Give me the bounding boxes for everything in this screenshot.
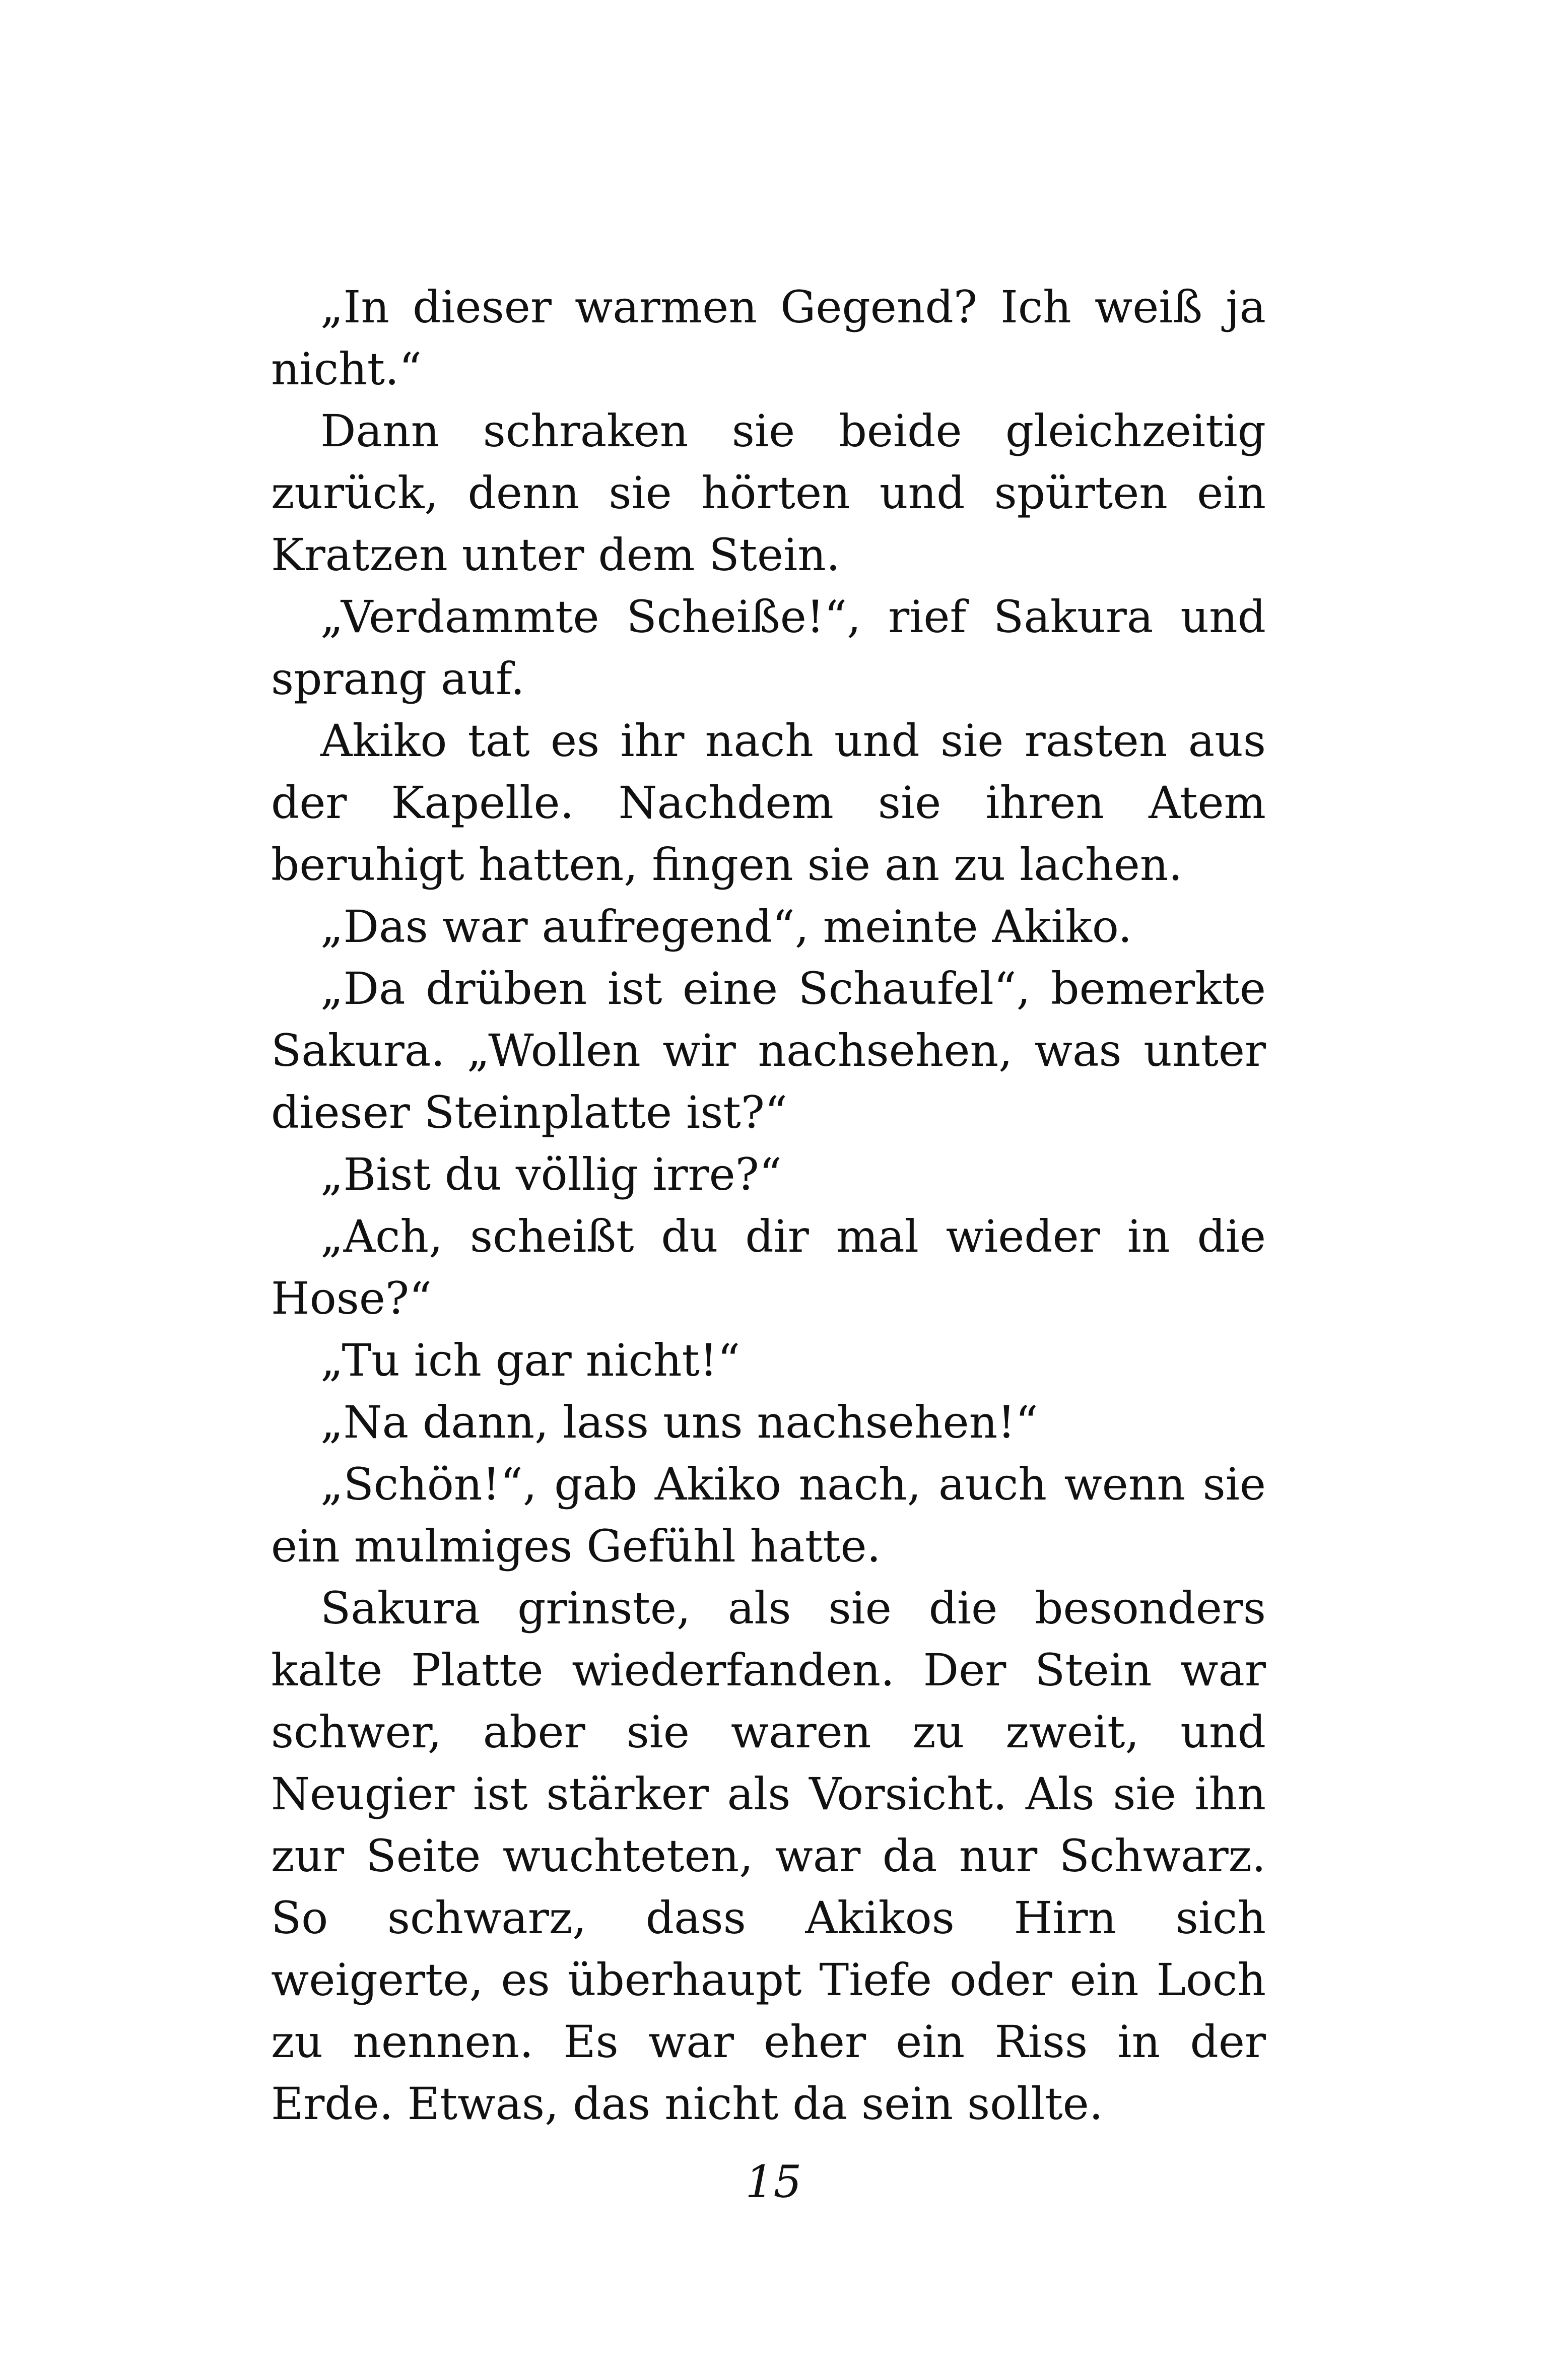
paragraph: „Das war aufregend“, meinte Akiko. bbox=[320, 901, 1132, 953]
paragraph: „In dieser warmen Gegend? Ich weiß ja nicht.“ bbox=[271, 281, 1266, 395]
paragraph: „Tu ich gar nicht!“ bbox=[320, 1334, 741, 1386]
page-number: 15 bbox=[745, 2156, 802, 2208]
paragraph: „Na dann, lass uns nachsehen!“ bbox=[320, 1396, 1038, 1448]
paragraph: „Da drüben ist eine Schaufel“, bemerkte Sakura. „Wollen wir nachsehen, was unter dieser Steinplatte ist?“ bbox=[271, 963, 1266, 1138]
paragraph: Akiko tat es ihr nach und sie rasten aus der Kapelle. Nachdem sie ihren Atem beruhigt hatten, fingen sie an zu lachen. bbox=[271, 715, 1266, 891]
paragraph: Sakura grinste, als sie die besonders kalte Platte wiederfanden. Der Stein war schwer, aber sie waren zu zweit, und Neugier ist stärker als Vorsicht. Als sie ihn zur Seite wuchteten, war da nur Schwarz. So schwarz, dass Akikos Hirn sich weigerte, es überhaupt Tiefe oder ein Loch zu nennen. Es war eher ein Riss in der Erde. Etwas, das nicht da sein sollte. bbox=[271, 1582, 1266, 2130]
paragraph: „Bist du völlig irre?“ bbox=[320, 1148, 782, 1200]
paragraph: „Schön!“, gab Akiko nach, auch wenn sie ein mulmiges Gefühl hatte. bbox=[271, 1458, 1266, 1572]
paragraph: Dann schraken sie beide gleichzeitig zurück, denn sie hörten und spürten ein Kratzen unter dem Stein. bbox=[271, 405, 1266, 581]
paragraph: „Ach, scheißt du dir mal wieder in die Hose?“ bbox=[271, 1210, 1266, 1324]
body-text bbox=[271, 276, 1266, 2135]
paragraph: „Verdammte Scheiße!“, rief Sakura und sprang auf. bbox=[271, 591, 1266, 705]
